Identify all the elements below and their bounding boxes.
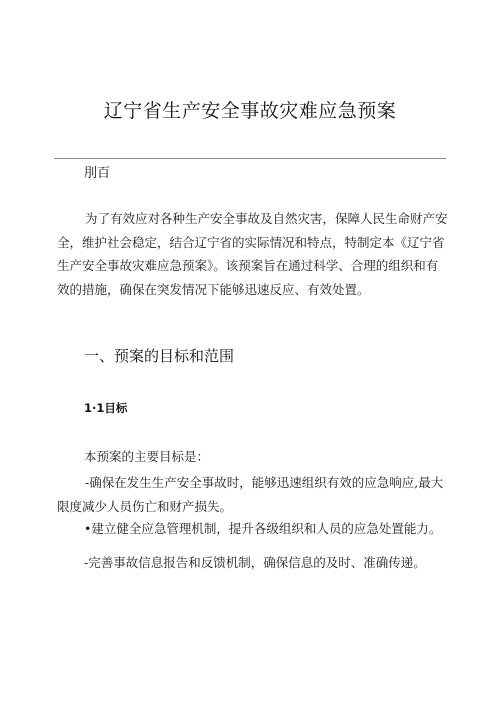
- preface-paragraph: 为了有效应对各种生产安全事故及自然灾害，保障人民生命财产安全，维护社会稳定，结合辽宁省的实际情况和特点，特制定本《辽宁省生产安全事故灾难应急预案》。该预案旨在通过科学、合理的组织和有效的措施，确保在突发情况下能够迅速反应、有效处置。: [57, 211, 448, 297]
- header-rule: [54, 158, 446, 159]
- goal-intro-text: 本预案的主要目标是：: [84, 449, 210, 464]
- section-1-heading: 一、预案的目标和范围: [84, 347, 235, 365]
- goal-item-2: •建立健全应急管理机制，提升各级组织和人员的应急处置能力。: [84, 521, 442, 536]
- document-title: 辽宁省生产安全事故灾难应急预案: [103, 100, 397, 122]
- goal-item-3: -完善事故信息报告和反馈机制，确保信息的及时、准确传递。: [84, 555, 426, 570]
- subsection-1-1-heading: 1·1目标: [84, 401, 128, 415]
- preface-heading: 刖百: [84, 166, 111, 181]
- goal-item-1: -确保在发生生产安全事故时，能够迅速组织有效的应急响应,最大限度减少人员伤亡和财产损失。: [57, 475, 444, 514]
